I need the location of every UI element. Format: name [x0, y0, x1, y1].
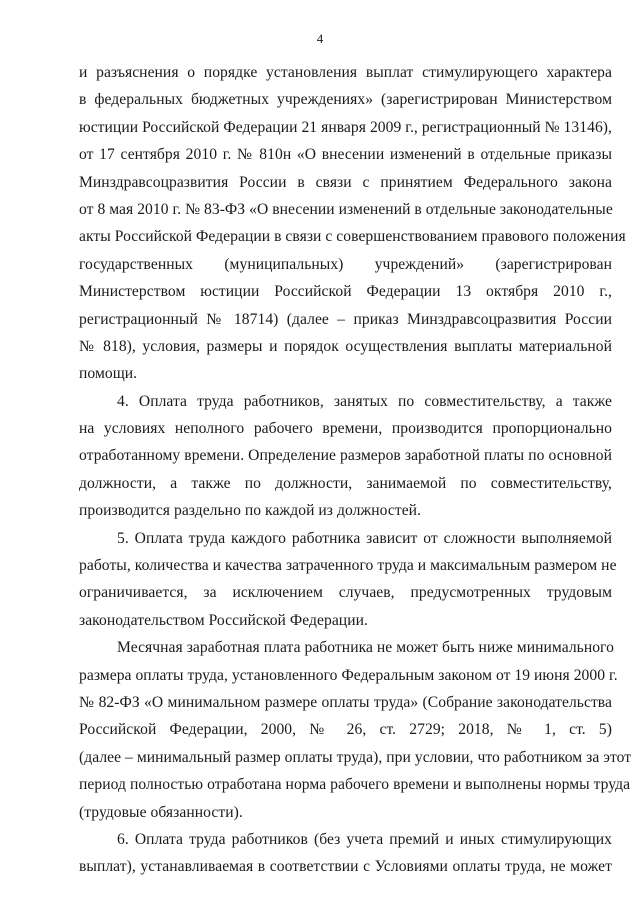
- text-line: юстиции Российской Федерации 21 января 2009 г., регистрационный № 13146),: [79, 118, 612, 136]
- document-body: [79, 59, 632, 881]
- text-line: Российской Федерации, 2000, № 26, ст. 2729; 2018, № 1, ст. 5): [79, 721, 612, 739]
- text-line: регистрационный № 18714) (далее – приказ Минздравсоцразвития России: [79, 310, 612, 328]
- text-line: в федеральных бюджетных учреждениях» (зарегистрирован Министерством: [79, 91, 612, 109]
- text-line: № 82-ФЗ «О минимальном размере оплаты труда» (Собрание законодательства: [79, 693, 612, 711]
- text-line: № 818), условия, размеры и порядок осуществления выплаты материальной: [79, 337, 612, 355]
- text-line: размера оплаты труда, установленного Федеральным законом от 19 июня 2000 г.: [79, 666, 618, 684]
- paragraph-5-first-line: 5. Оплата труда каждого работника зависит от сложности выполняемой: [117, 529, 612, 547]
- text-line: (далее – минимальный размер оплаты труда), при условии, что работником за этот: [79, 748, 632, 766]
- text-line: (трудовые обязанности).: [79, 803, 243, 821]
- paragraph-4-first-line: 4. Оплата труда работников, занятых по совместительству, а также: [117, 392, 612, 410]
- text-line: период полностью отработана норма рабочего времени и выполнены нормы труда: [79, 776, 631, 794]
- text-line: производится раздельно по каждой из должностей.: [79, 502, 422, 520]
- page-number: 4: [316, 31, 324, 46]
- text-line: и разъяснения о порядке установления выплат стимулирующего характера: [79, 64, 612, 81]
- text-line: работы, количества и качества затраченного труда и максимальным размером не: [79, 557, 617, 575]
- text-line: Министерством юстиции Российской Федерации 13 октября 2010 г.,: [79, 283, 612, 301]
- text-line: ограничивается, за исключением случаев, предусмотренных трудовым: [79, 584, 612, 602]
- text-line: от 17 сентября 2010 г. № 810н «О внесении изменений в отдельные приказы: [79, 146, 612, 164]
- text-line: Минздравсоцразвития России в связи с принятием Федерального закона: [79, 173, 612, 191]
- paragraph-6-first-line: 6. Оплата труда работников (без учета премий и иных стимулирующих: [117, 830, 612, 848]
- text-line: помощи.: [79, 365, 138, 383]
- text-line: отработанному времени. Определение размеров заработной платы по основной: [79, 447, 612, 465]
- text-line: должности, а также по должности, занимаемой по совместительству,: [79, 474, 612, 492]
- text-line: выплат), устанавливаемая в соответствии с Условиями оплаты труда, не может: [79, 858, 612, 876]
- text-line: от 8 мая 2010 г. № 83-ФЗ «О внесении изменений в отдельные законодательные: [79, 200, 613, 218]
- text-line: законодательством Российской Федерации.: [79, 611, 368, 629]
- text-line: на условиях неполного рабочего времени, производится пропорционально: [79, 420, 612, 438]
- paragraph-minimum-wage-first-line: Месячная заработная плата работника не может быть ниже минимального: [117, 639, 614, 657]
- text-line: государственных (муниципальных) учреждений» (зарегистрирован: [79, 255, 612, 273]
- text-line: акты Российской Федерации в связи с совершенствованием правового положения: [79, 228, 626, 246]
